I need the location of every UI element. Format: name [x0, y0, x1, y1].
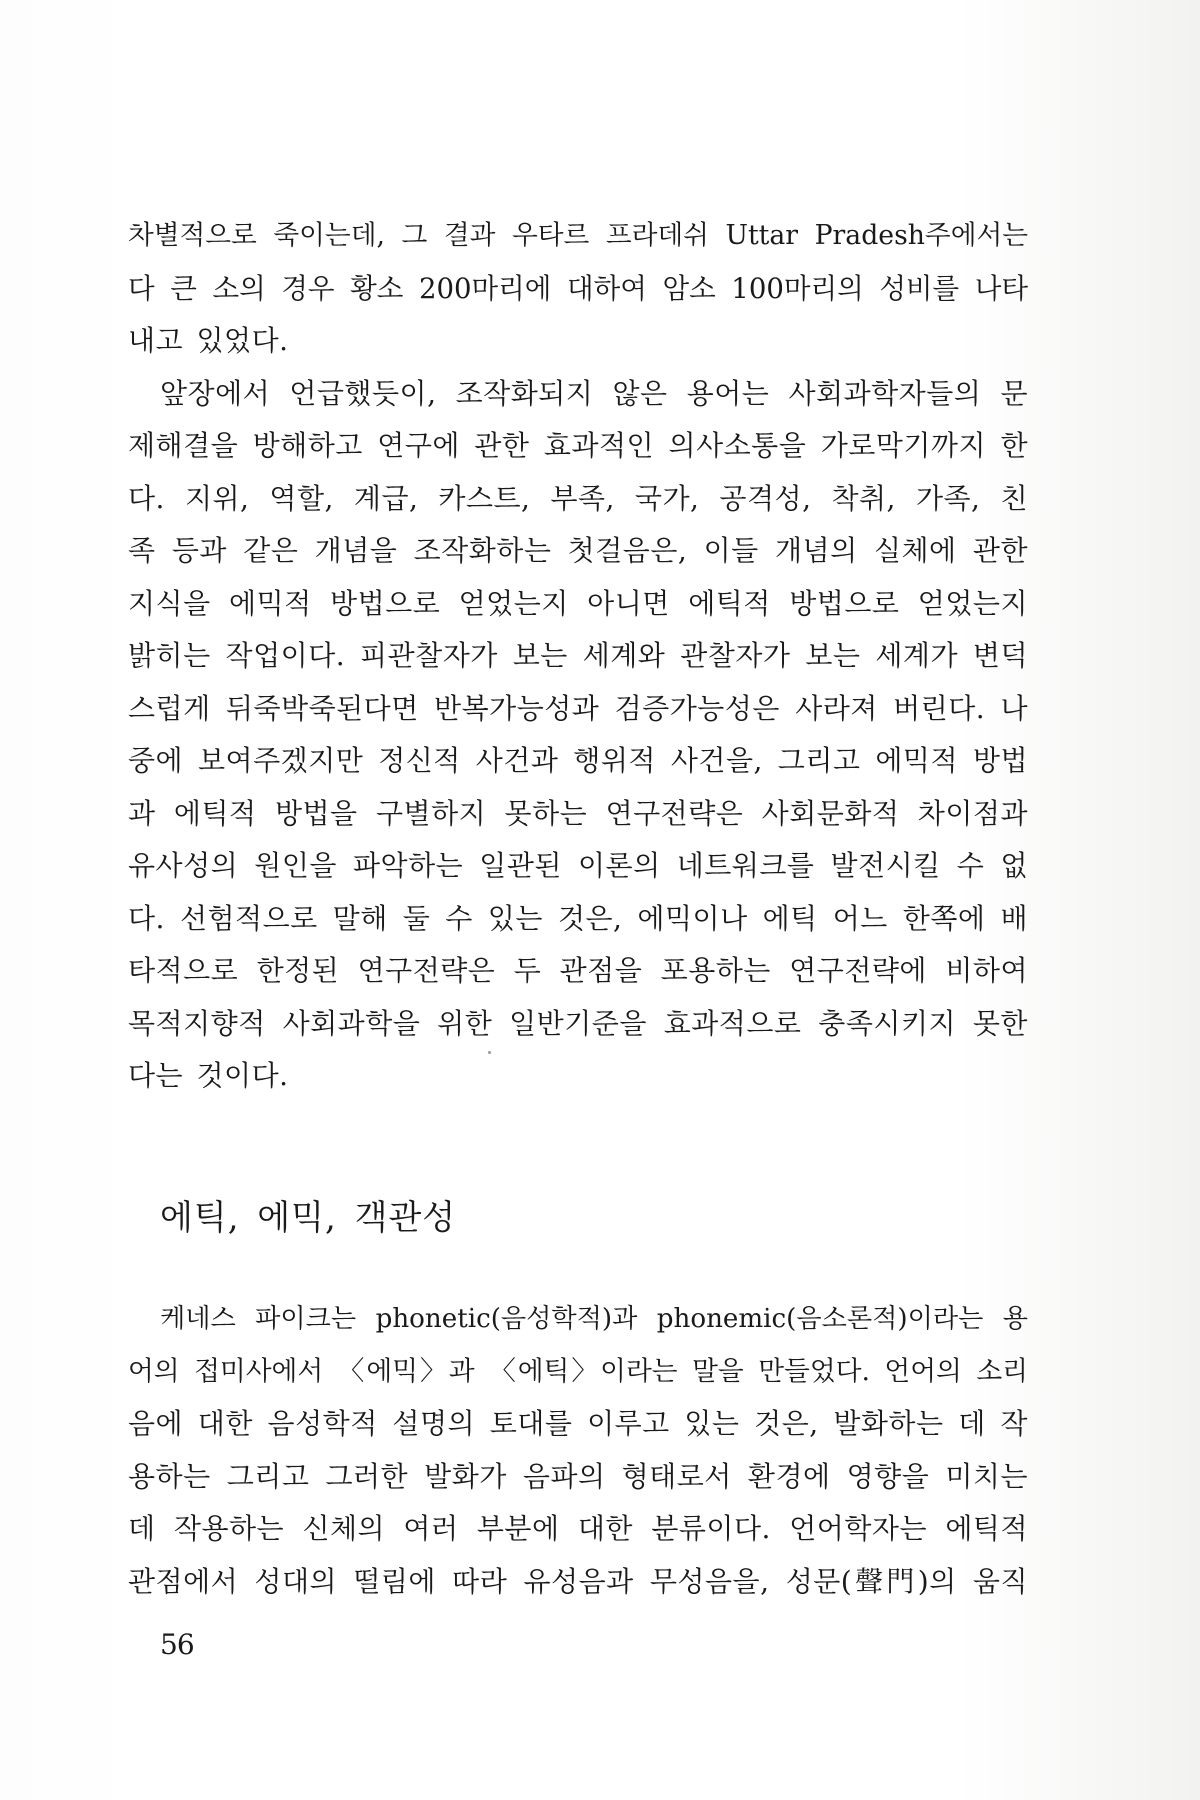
text-line: 다는 것이다.	[128, 1059, 289, 1092]
text-line: 음에 대한 음성학적 설명의 토대를 이루고 있는 것은, 발화하는 데 작	[128, 1407, 1028, 1440]
text-line: 다. 지위, 역할, 계급, 카스트, 부족, 국가, 공격성, 착취, 가족, 친	[128, 481, 1028, 515]
text-line: 밝히는 작업이다. 피관찰자가 보는 세계와 관찰자가 보는 세계가 변덕	[128, 639, 1028, 672]
text-line: 목적지향적 사회과학을 위한 일반기준을 효과적으로 충족시키지 못한	[128, 1006, 1028, 1040]
text-line: 어의 접미사에서 〈에믹〉과 〈에틱〉이라는 말을 만들었다. 언어의 소리	[128, 1355, 1028, 1387]
scan-speck	[488, 1051, 491, 1054]
text-line: 앞장에서 언급했듯이, 조작화되지 않은 용어는 사회과학자들의 문	[160, 376, 1028, 410]
text-line: 데 작용하는 신체의 여러 부분에 대한 분류이다. 언어학자는 에틱적	[128, 1512, 1028, 1545]
paragraph-2	[128, 368, 1028, 1103]
paragraph-1	[128, 210, 1028, 368]
section-body	[128, 1293, 1028, 1608]
text-line: 과 에틱적 방법을 구별하지 못하는 연구전략은 사회문화적 차이점과	[128, 796, 1028, 830]
paragraph-3	[128, 1293, 1028, 1608]
text-line: 차별적으로 죽이는데, 그 결과 우타르 프라데쉬 Uttar Pradesh주에서는	[128, 220, 1028, 251]
text-line: 유사성의 원인을 파악하는 일관된 이론의 네트워크를 발전시킬 수 없	[128, 849, 1028, 882]
page-number: 56	[160, 1628, 194, 1661]
text-line: 다 큰 소의 경우 황소 200마리에 대하여 암소 100마리의 성비를 나타	[128, 272, 1028, 305]
section-heading: 에틱, 에믹, 객관성	[160, 1198, 457, 1238]
text-line: 중에 보여주겠지만 정신적 사건과 행위적 사건을, 그리고 에믹적 방법	[128, 744, 1028, 777]
body-text	[128, 210, 1028, 1103]
text-line: 관점에서 성대의 떨림에 따라 유성음과 무성음을, 성문(聲門)의 움직	[128, 1564, 1028, 1598]
text-line: 케네스 파이크는 phonetic(음성학적)과 phonemic(음소론적)이라는 용	[160, 1304, 1028, 1334]
text-line: 타적으로 한정된 연구전략은 두 관점을 포용하는 연구전략에 비하여	[128, 954, 1028, 987]
text-line: 제해결을 방해하고 연구에 관한 효과적인 의사소통을 가로막기까지 한	[128, 429, 1028, 462]
text-line: 용하는 그리고 그러한 발화가 음파의 형태로서 환경에 영향을 미치는	[128, 1459, 1028, 1493]
text-line: 지식을 에믹적 방법으로 얻었는지 아니면 에틱적 방법으로 얻었는지	[128, 586, 1028, 620]
text-line: 족 등과 같은 개념을 조작화하는 첫걸음은, 이들 개념의 실체에 관한	[128, 534, 1028, 567]
text-line: 다. 선험적으로 말해 둘 수 있는 것은, 에믹이나 에틱 어느 한쪽에 배	[128, 901, 1028, 935]
text-line: 내고 있었다.	[128, 324, 289, 357]
text-line: 스럽게 뒤죽박죽된다면 반복가능성과 검증가능성은 사라져 버린다. 나	[128, 691, 1028, 725]
